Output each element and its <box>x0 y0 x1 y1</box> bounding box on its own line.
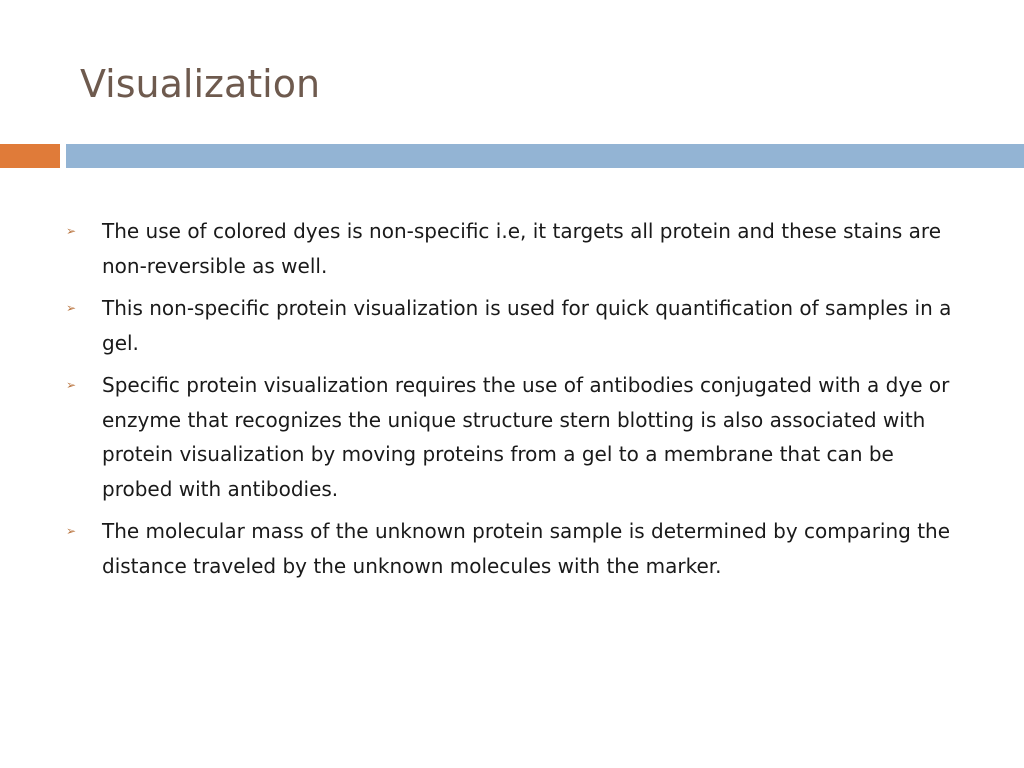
title-divider-bar <box>66 144 1024 168</box>
bullet-text: This non-specific protein visualization is used for quick quantification of samples in a gel. <box>102 296 952 355</box>
arrowhead-bullet-icon: ➢ <box>66 524 77 538</box>
title-accent-bar <box>0 144 60 168</box>
bullet-text: The molecular mass of the unknown protein sample is determined by comparing the distance traveled by the unknown molecules with the marker. <box>102 519 951 578</box>
bullet-text: The use of colored dyes is non-specific i.e, it targets all protein and these stains are non-reversible as well. <box>102 219 942 278</box>
arrowhead-bullet-icon: ➢ <box>66 301 77 315</box>
arrowhead-bullet-icon: ➢ <box>66 378 77 392</box>
bullet-list <box>60 214 960 591</box>
slide-title: Visualization <box>80 62 321 106</box>
bullet-item <box>60 368 960 506</box>
bullet-item <box>60 291 960 360</box>
arrowhead-bullet-icon: ➢ <box>66 224 77 238</box>
bullet-text: Specific protein visualization requires the use of antibodies conjugated with a dye or enzyme that recognizes the unique structure stern blotting is also associated with protein visualization by moving proteins from a gel to a membrane that can be probed with antibodies. <box>102 373 950 501</box>
bullet-item <box>60 514 960 583</box>
bullet-item <box>60 214 960 283</box>
